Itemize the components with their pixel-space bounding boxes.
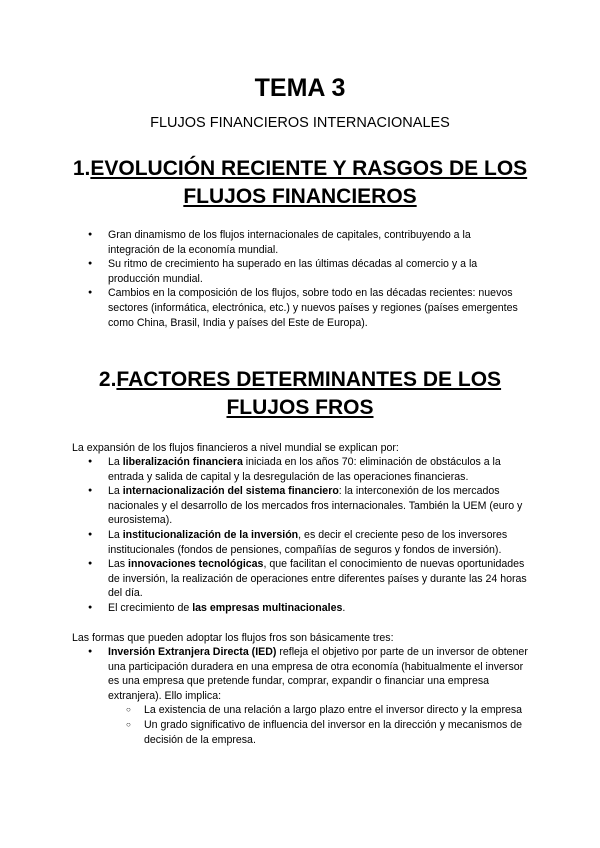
sub-list-item: ○ La existencia de una relación a largo plazo entre el inversor directo y la empresa	[108, 703, 534, 718]
section-1-title: EVOLUCIÓN RECIENTE Y RASGOS DE LOS FLUJOS FINANCIEROS	[90, 157, 528, 208]
factors-list	[72, 455, 532, 616]
item-bold-term: liberalización financiera	[122, 456, 243, 468]
section-1-bullet-list	[72, 228, 522, 330]
section-2-intro: La expansión de los flujos financieros a nivel mundial se explican por:	[72, 442, 399, 454]
list-item	[72, 557, 532, 601]
list-item: ● Cambios en la composición de los flujos, sobre todo en las décadas recientes: nuevos sectores (informática, electrónica, etc.) y nuevos países y regiones (países emergentes como China, Brasil, India y países del Este de Europa).	[72, 286, 522, 330]
forms-list	[72, 645, 534, 747]
page-subtitle: FLUJOS FINANCIEROS INTERNACIONALES	[150, 115, 450, 131]
item-text: El crecimiento de	[108, 601, 193, 614]
sub-list-item: ○ Un grado significativo de influencia del inversor en la dirección y mecanismos de decisión de la empresa.	[108, 718, 534, 747]
list-item	[72, 455, 532, 484]
item-text: La	[108, 485, 123, 498]
item-bold-term: innovaciones tecnológicas	[128, 558, 264, 571]
item-text: iniciada en los años 70: eliminación de obstáculos a la entrada y salida de capital y la desregulación de las operaciones financieras.	[108, 456, 501, 483]
section-1-number: 1.	[72, 157, 91, 180]
list-item	[72, 601, 532, 616]
item-bold-term: internacionalización del sistema financiero	[122, 485, 339, 498]
list-item	[72, 484, 532, 528]
section-2-title: FACTORES DETERMINANTES DE LOS FLUJOS FROS	[116, 368, 502, 419]
list-item: ● Gran dinamismo de los flujos internacionales de capitales, contribuyendo a la integración de la economía mundial.	[72, 228, 522, 257]
item-text: La	[108, 528, 123, 541]
list-item: ● Su ritmo de crecimiento ha superado en las últimas décadas al comercio y a la producción mundial.	[72, 257, 522, 286]
section-2-number: 2.	[98, 368, 117, 391]
item-bold-term: las empresas multinacionales	[192, 601, 343, 614]
item-text: : la interconexión de los mercados nacionales y el desarrollo de los mercados fros internacionales. También la UEM (euro y eurosistema).	[108, 485, 523, 527]
item-text: refleja el objetivo por parte de un inversor de obtener una participación duradera en una empresa de otra economía (habitualmente el inversor es una empresa que pretende fundar, comprar, expandir o financiar una empresa extranjera). Ello implica:	[108, 646, 528, 702]
item-bold-term: Inversión Extranjera Directa (IED)	[108, 646, 277, 658]
list-item	[72, 528, 532, 557]
item-text: , que facilitan el conocimiento de nuevas oportunidades de inversión, la realización de operaciones entre diferentes países y durante las 24 horas del día.	[108, 558, 527, 600]
section-1-heading	[60, 155, 540, 211]
page-title: TEMA 3	[254, 74, 346, 102]
item-text: .	[342, 601, 346, 614]
item-text: , es decir el creciente peso de los inversores institucionales (fondos de pensiones, compañías de seguros y fondos de inversión).	[108, 528, 508, 556]
section-2-heading	[60, 366, 540, 422]
forms-intro: Las formas que pueden adoptar los flujos fros son básicamente tres:	[72, 632, 394, 644]
ied-sub-list	[72, 703, 534, 747]
item-text: Las	[108, 558, 129, 571]
sub-list-container	[72, 703, 534, 747]
list-item	[72, 645, 534, 703]
item-text: La	[108, 456, 123, 468]
item-bold-term: institucionalización de la inversión	[122, 528, 299, 541]
